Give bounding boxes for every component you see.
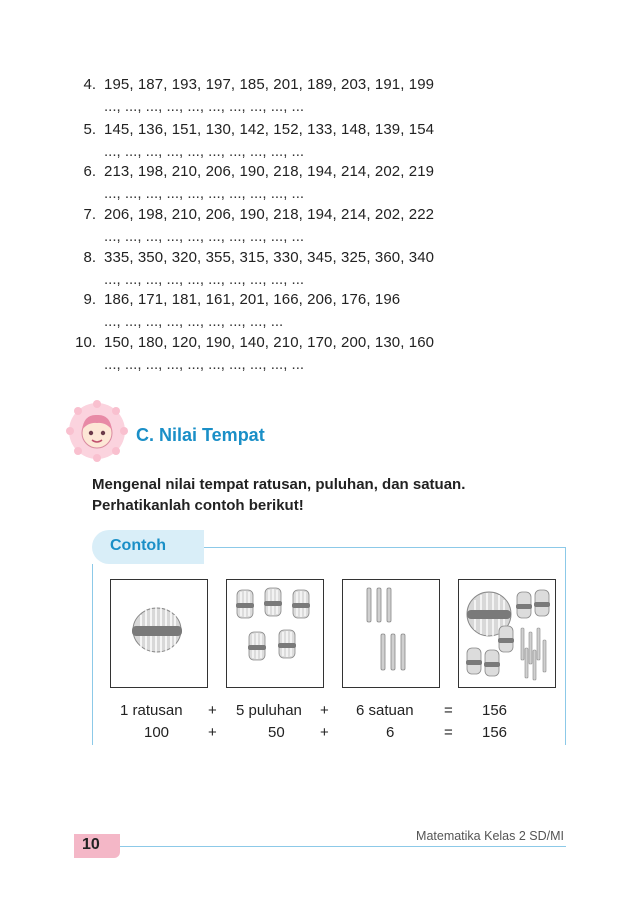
answer-blanks: ..., ..., ..., ..., ..., ..., ..., ..., ..., ... [104, 356, 305, 373]
exercise-number: 4. [83, 76, 96, 93]
tens-word: 5 puluhan [236, 702, 302, 719]
example-frame-right [565, 547, 566, 745]
ones-box [342, 579, 440, 688]
ones-word: 6 satuan [356, 702, 414, 719]
answer-blanks: ..., ..., ..., ..., ..., ..., ..., ..., ..., ... [104, 271, 305, 288]
combined-bundles-icon [459, 580, 555, 687]
number-sequence: 213, 198, 210, 206, 190, 218, 194, 214, 202, 219 [104, 163, 435, 180]
ten-bundles-icon [227, 580, 323, 687]
number-sequence: 206, 198, 210, 206, 190, 218, 194, 214, 202, 222 [104, 206, 435, 223]
section-title: C. Nilai Tempat [136, 425, 265, 445]
girl-mascot-icon [66, 400, 128, 462]
exercise-number: 7. [83, 206, 96, 223]
tens-box [226, 579, 324, 688]
number-sequence: 150, 180, 120, 190, 140, 210, 170, 200, 130, 160 [104, 334, 435, 351]
equals-sign: = [444, 724, 453, 741]
exercise-number: 6. [83, 163, 96, 180]
combined-box [458, 579, 556, 688]
exercise-number: 9. [83, 291, 96, 308]
exercise-number: 10. [75, 334, 96, 351]
example-frame-top [204, 547, 566, 548]
footer-line [120, 846, 566, 847]
total-value: 156 [482, 724, 508, 741]
plus-sign: + [320, 724, 329, 741]
exercise-number: 5. [83, 121, 96, 138]
plus-sign: + [208, 724, 217, 741]
number-sequence: 335, 350, 320, 355, 315, 330, 345, 325, 360, 340 [104, 249, 435, 266]
page-number: 10 [82, 836, 100, 853]
hundreds-value: 100 [144, 724, 170, 741]
example-label: Contoh [110, 537, 166, 554]
total-value: 156 [482, 702, 508, 719]
plus-sign: + [208, 702, 217, 719]
hundreds-box [110, 579, 208, 688]
hundred-bundle-icon [111, 580, 207, 687]
hundreds-word: 1 ratusan [120, 702, 183, 719]
book-title: Matematika Kelas 2 SD/MI [416, 829, 564, 843]
ones-value: 6 [386, 724, 395, 741]
tens-value: 50 [268, 724, 285, 741]
example-frame-left [92, 564, 93, 745]
equals-sign: = [444, 702, 453, 719]
answer-blanks: ..., ..., ..., ..., ..., ..., ..., ..., ... [104, 313, 284, 330]
number-sequence: 145, 136, 151, 130, 142, 152, 133, 148, 139, 154 [104, 121, 435, 138]
answer-blanks: ..., ..., ..., ..., ..., ..., ..., ..., ..., ... [104, 143, 305, 160]
plus-sign: + [320, 702, 329, 719]
exercise-number: 8. [83, 249, 96, 266]
answer-blanks: ..., ..., ..., ..., ..., ..., ..., ..., ..., ... [104, 228, 305, 245]
intro-line: Perhatikanlah contoh berikut! [92, 497, 304, 514]
answer-blanks: ..., ..., ..., ..., ..., ..., ..., ..., ..., ... [104, 185, 305, 202]
answer-blanks: ..., ..., ..., ..., ..., ..., ..., ..., ..., ... [104, 98, 305, 115]
intro-line: Mengenal nilai tempat ratusan, puluhan, dan satuan. [92, 476, 466, 493]
number-sequence: 186, 171, 181, 161, 201, 166, 206, 176, 196 [104, 291, 401, 308]
unit-sticks-icon [343, 580, 439, 687]
intro-text [92, 474, 465, 516]
number-sequence: 195, 187, 193, 197, 185, 201, 189, 203, 191, 199 [104, 76, 435, 93]
